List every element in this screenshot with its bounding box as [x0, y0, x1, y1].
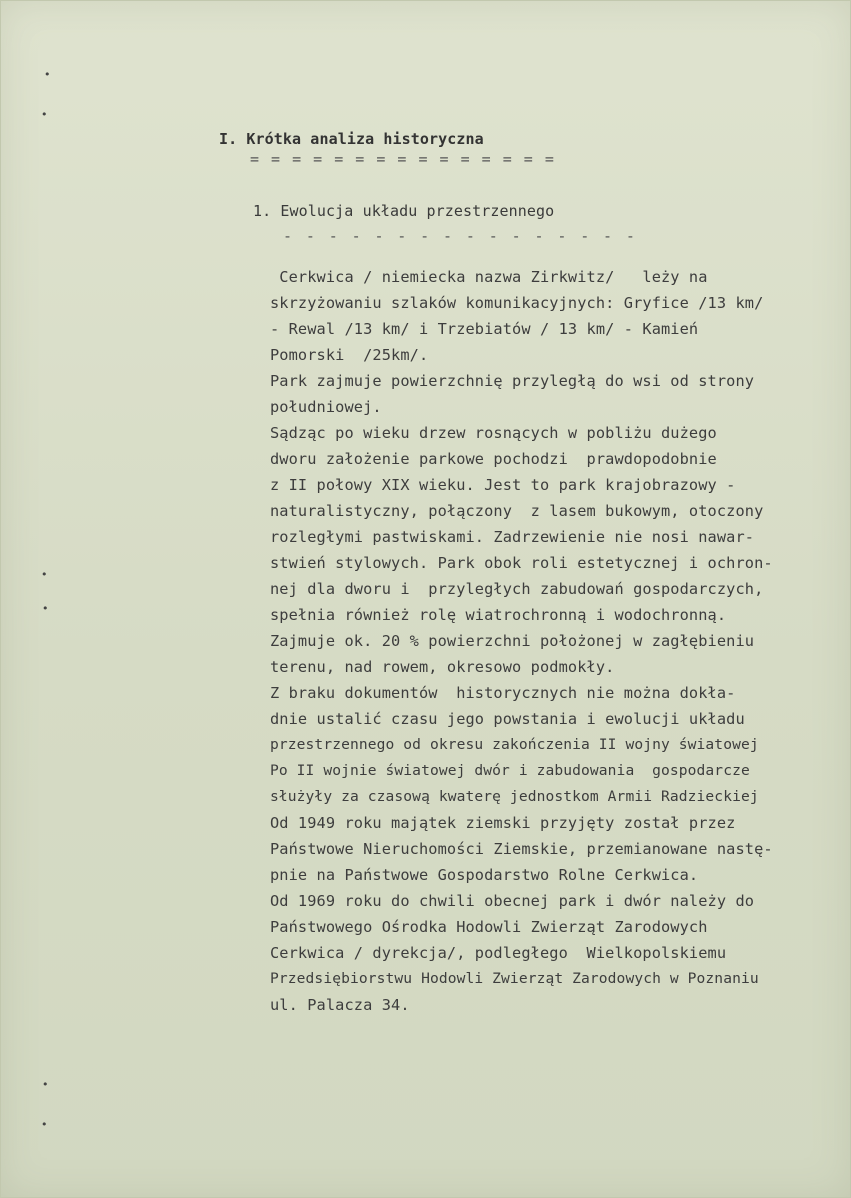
body-line: Park zajmuje powierzchnię przyległą do wsi od strony [270, 372, 755, 390]
body-line: Przedsiębiorstwu Hodowli Zwierząt Zarodowych w Poznaniu [270, 970, 759, 987]
body-line: przestrzennego od okresu zakończenia II wojny światowej [270, 736, 759, 753]
body-line: Od 1949 roku majątek ziemski przyjęty został przez [270, 814, 736, 832]
body-line: Cerkwica / dyrekcja/, podległego Wielkopolskiemu [270, 944, 727, 962]
heading-underline: = = = = = = = = = = = = = = = [250, 150, 556, 168]
body-line: dworu założenie parkowe pochodzi prawdopodobnie [270, 450, 717, 468]
body-line: stwień stylowych. Park obok roli estetycznej i ochron- [270, 554, 773, 572]
body-line: Cerkwica / niemiecka nazwa Zirkwitz/ leży na [270, 268, 708, 286]
body-line: ul. Palacza 34. [270, 996, 410, 1014]
body-line: skrzyżowaniu szlaków komunikacyjnych: Gryfice /13 km/ [270, 294, 764, 312]
body-line: dnie ustalić czasu jego powstania i ewolucji układu [270, 710, 745, 728]
body-line: Po II wojnie światowej dwór i zabudowania gospodarcze [270, 762, 750, 779]
margin-mark: • [41, 108, 48, 121]
body-line: Sądząc po wieku drzew rosnących w pobliżu dużego [270, 424, 717, 442]
body-line: Pomorski /25km/. [270, 346, 429, 364]
subsection-heading: 1. Ewolucja układu przestrzennego [253, 202, 555, 220]
body-line: spełnia również rolę wiatrochronną i wodochronną. [270, 606, 727, 624]
body-line: nej dla dworu i przyległych zabudowań gospodarczych, [270, 580, 764, 598]
body-line: Od 1969 roku do chwili obecnej park i dwór należy do [270, 892, 755, 910]
body-line: Państwowe Nieruchomości Ziemskie, przemianowane nastę- [270, 840, 773, 858]
body-line: południowej. [270, 398, 382, 416]
body-line: służyły za czasową kwaterę jednostkom Armii Radzieckiej [270, 788, 759, 805]
margin-mark: • [41, 1118, 48, 1131]
body-line: Z braku dokumentów historycznych nie można dokła- [270, 684, 736, 702]
margin-mark: • [42, 1078, 49, 1091]
body-line: terenu, nad rowem, okresowo podmokły. [270, 658, 615, 676]
body-line: naturalistyczny, połączony z lasem bukowym, otoczony [270, 502, 764, 520]
body-line: z II połowy XIX wieku. Jest to park krajobrazowy - [270, 476, 736, 494]
subheading-underline: - - - - - - - - - - - - - - - - [283, 227, 638, 245]
section-heading: I. Krótka analiza historyczna [219, 130, 484, 148]
body-line: pnie na Państwowe Gospodarstwo Rolne Cerkwica. [270, 866, 699, 884]
body-line: Państwowego Ośrodka Hodowli Zwierząt Zarodowych [270, 918, 708, 936]
margin-mark: • [41, 568, 48, 581]
body-line: rozległymi pastwiskami. Zadrzewienie nie nosi nawar- [270, 528, 755, 546]
body-line: Zajmuje ok. 20 % powierzchni położonej w zagłębieniu [270, 632, 755, 650]
body-line: - Rewal /13 km/ i Trzebiatów / 13 km/ - Kamień [270, 320, 699, 338]
margin-mark: • [42, 602, 49, 615]
margin-mark: • [44, 68, 51, 81]
